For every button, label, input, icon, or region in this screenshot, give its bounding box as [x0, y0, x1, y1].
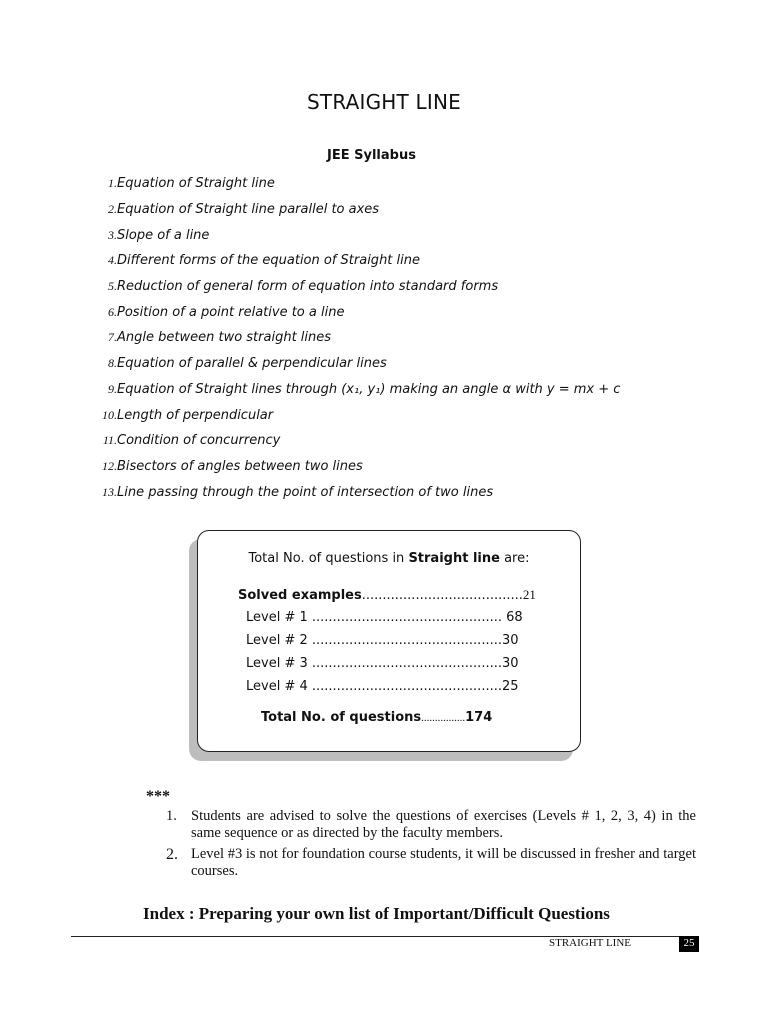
page-title: STRAIGHT LINE: [307, 90, 461, 114]
list-item: [86, 222, 620, 248]
list-item: [86, 428, 620, 454]
level-value: 30: [501, 633, 519, 648]
item-text: Equation of Straight line parallel to axes: [117, 202, 380, 218]
level-leader: ..............................................: [311, 656, 502, 671]
item-number: 8.: [108, 356, 117, 371]
list-item: [86, 248, 620, 274]
item-text: Line passing through the point of intersection of two lines: [117, 484, 494, 500]
solved-examples-label: Solved examples: [238, 588, 362, 603]
list-item: [86, 479, 620, 505]
item-number: 4.: [108, 253, 117, 268]
list-item: [86, 402, 620, 428]
level-label: Level # 2: [246, 633, 312, 648]
syllabus-list: [86, 171, 620, 505]
level-row: [246, 679, 519, 694]
item-text: Condition of concurrency: [117, 433, 281, 449]
level-leader: ..............................................: [311, 679, 502, 694]
item-number: 5.: [108, 279, 117, 294]
item-text: Equation of Straight line: [117, 176, 275, 192]
item-text: Angle between two straight lines: [117, 330, 332, 346]
total-leader: ................: [421, 712, 466, 724]
list-item: [86, 325, 620, 351]
level-label: Level # 4: [246, 679, 312, 694]
item-text: Bisectors of angles between two lines: [117, 458, 363, 474]
notes-list: [166, 808, 696, 884]
item-text: Position of a point relative to a line: [117, 304, 345, 320]
item-number: 10.: [102, 407, 117, 422]
item-number: 12.: [102, 458, 117, 473]
list-item: [86, 351, 620, 377]
item-number: 1.: [108, 176, 117, 191]
note-item: [166, 808, 696, 842]
solved-examples-value: 21: [522, 587, 536, 602]
list-item: [86, 171, 620, 197]
list-item: [86, 377, 620, 403]
page-number: 25: [679, 936, 699, 952]
note-item: [166, 846, 696, 880]
level-label: Level # 3: [246, 656, 312, 671]
summary-heading: [198, 551, 580, 566]
summary-heading-prefix: Total No. of questions in: [248, 551, 409, 566]
list-item: [86, 197, 620, 223]
item-number: 13.: [102, 484, 117, 499]
total-row: [261, 710, 492, 725]
note-number: 2.: [166, 846, 178, 863]
item-text: Length of perpendicular: [117, 407, 274, 423]
level-row: [246, 610, 523, 625]
summary-heading-suffix: are:: [499, 551, 530, 566]
level-leader: ..............................................: [311, 633, 502, 648]
note-text: Students are advised to solve the questions of exercises (Levels # 1, 2, 3, 4) in the same sequence or as directed by the faculty members.: [191, 808, 696, 841]
item-text: Different forms of the equation of Straight line: [117, 253, 420, 269]
item-number: 6.: [108, 304, 117, 319]
list-item: [86, 274, 620, 300]
total-label: Total No. of questions: [261, 710, 422, 725]
index-heading: Index : Preparing your own list of Important/Difficult Questions: [143, 904, 610, 923]
item-text: Slope of a line: [117, 227, 210, 243]
level-label: Level # 1: [246, 610, 312, 625]
separator-stars: ***: [146, 788, 170, 805]
item-number: 7.: [108, 330, 117, 345]
level-leader: ..............................................: [311, 610, 502, 625]
level-row: [246, 656, 519, 671]
item-text: Equation of Straight lines through (x₁, y₁) making an angle α with y = mx + c: [117, 381, 621, 397]
list-item: [86, 454, 620, 480]
note-text: Level #3 is not for foundation course students, it will be discussed in fresher and target courses.: [191, 846, 696, 879]
total-value: 174: [465, 710, 493, 725]
item-number: 2.: [108, 202, 117, 217]
item-number: 3.: [108, 227, 117, 242]
solved-examples-leader: .......................................: [361, 588, 523, 603]
list-item: [86, 299, 620, 325]
syllabus-heading: JEE Syllabus: [327, 148, 416, 163]
item-number: 11.: [102, 433, 117, 448]
level-value: 68: [501, 610, 523, 625]
footer-chapter-label: STRAIGHT LINE: [549, 937, 631, 949]
level-value: 25: [501, 679, 519, 694]
note-number: 1.: [166, 808, 177, 824]
summary-box: [197, 530, 581, 752]
item-number: 9.: [108, 381, 117, 396]
summary-heading-topic: Straight line: [408, 551, 500, 566]
level-row: [246, 633, 519, 648]
item-text: Equation of parallel & perpendicular lines: [117, 356, 387, 372]
item-text: Reduction of general form of equation into standard forms: [117, 279, 499, 295]
level-value: 30: [501, 656, 519, 671]
solved-examples-row: [238, 587, 536, 603]
